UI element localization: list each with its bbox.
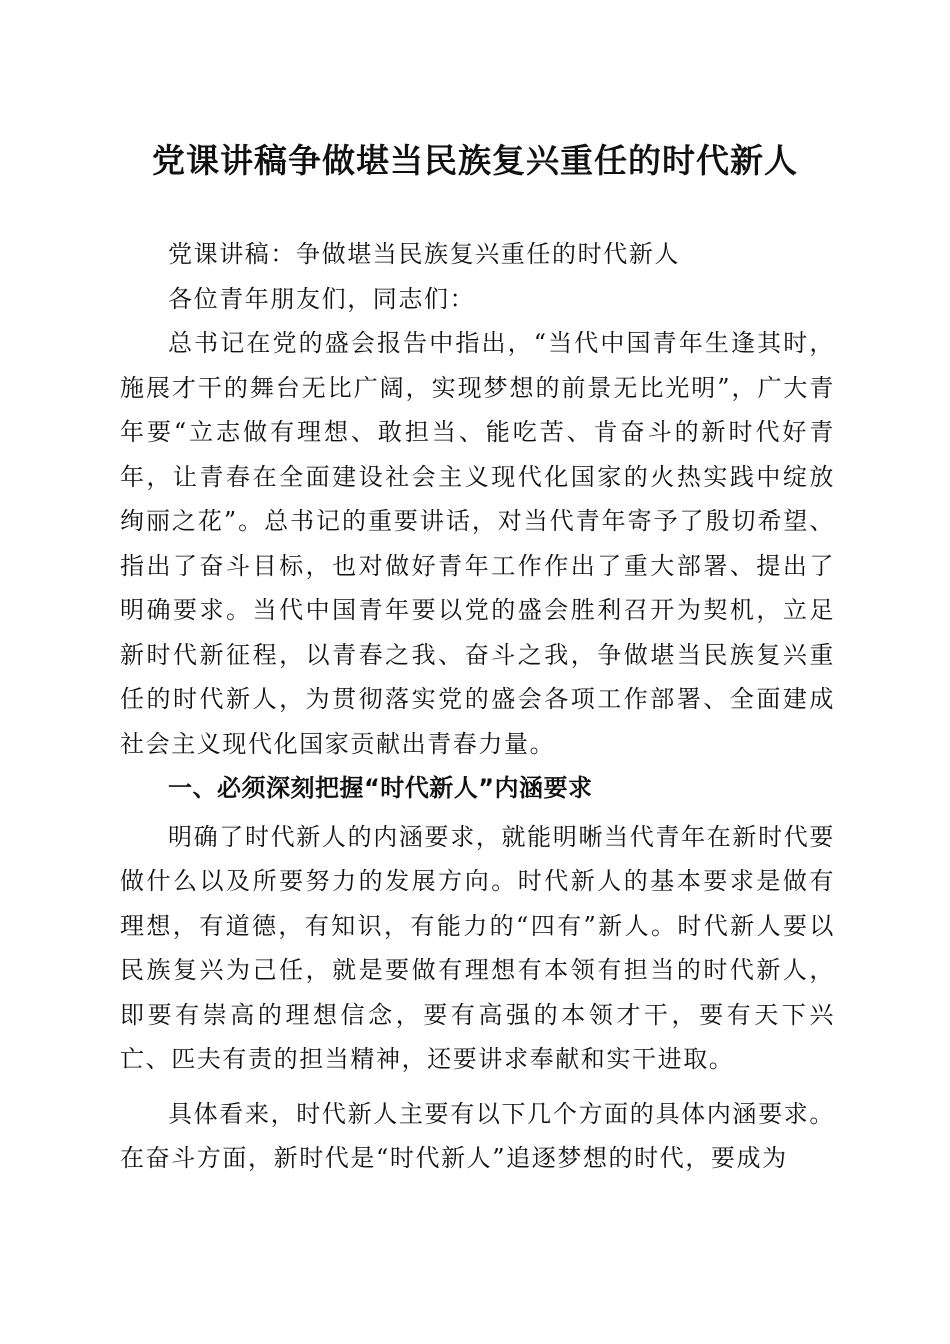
subtitle-paragraph: 党课讲稿：争做堪当民族复兴重任的时代新人: [168, 240, 680, 268]
document-body: [120, 232, 835, 1181]
document-title: 党课讲稿争做堪当民族复兴重任的时代新人: [152, 141, 798, 180]
body-paragraph: 明确了时代新人的内涵要求，就能明晰当代青年在新时代要做什么以及所要努力的发展方向。时代新人的基本要求是做有理想，有道德，有知识，有能力的“四有”新人。时代新人要以民族复兴为己任，就是要做有理想有本领有担当的时代新人，即要有崇高的理想信念，要有高强的本领才干，要有天下兴亡、匹夫有责的担当精神，还要讲求奉献和实干进取。: [120, 822, 835, 1073]
intro-paragraph: 总书记在党的盛会报告中指出，“当代中国青年生逢其时，施展才干的舞台无比广阔，实现梦想的前景无比光明”，广大青年要“立志做有理想、敢担当、能吃苦、肯奋斗的新时代好青年，让青春在全面建设社会主义现代化国家的火热实践中绽放绚丽之花”。总书记的重要讲话，对当代青年寄予了殷切希望、指出了奋斗目标，也对做好青年工作作出了重大部署、提出了明确要求。当代中国青年要以党的盛会胜利召开为契机，立足新时代新征程，以青春之我、奋斗之我，争做堪当民族复兴重任的时代新人，为贯彻落实党的盛会各项工作部署、全面建成社会主义现代化国家贡献出青春力量。: [120, 329, 835, 758]
greeting-paragraph: 各位青年朋友们，同志们：: [168, 284, 476, 313]
section-heading-1: 一、必须深刻把握“时代新人”内涵要求: [168, 774, 593, 802]
body-paragraph: 具体看来，时代新人主要有以下几个方面的具体内涵要求。在奋斗方面，新时代是“时代新人”追逐梦想的时代，要成为: [120, 1099, 835, 1172]
